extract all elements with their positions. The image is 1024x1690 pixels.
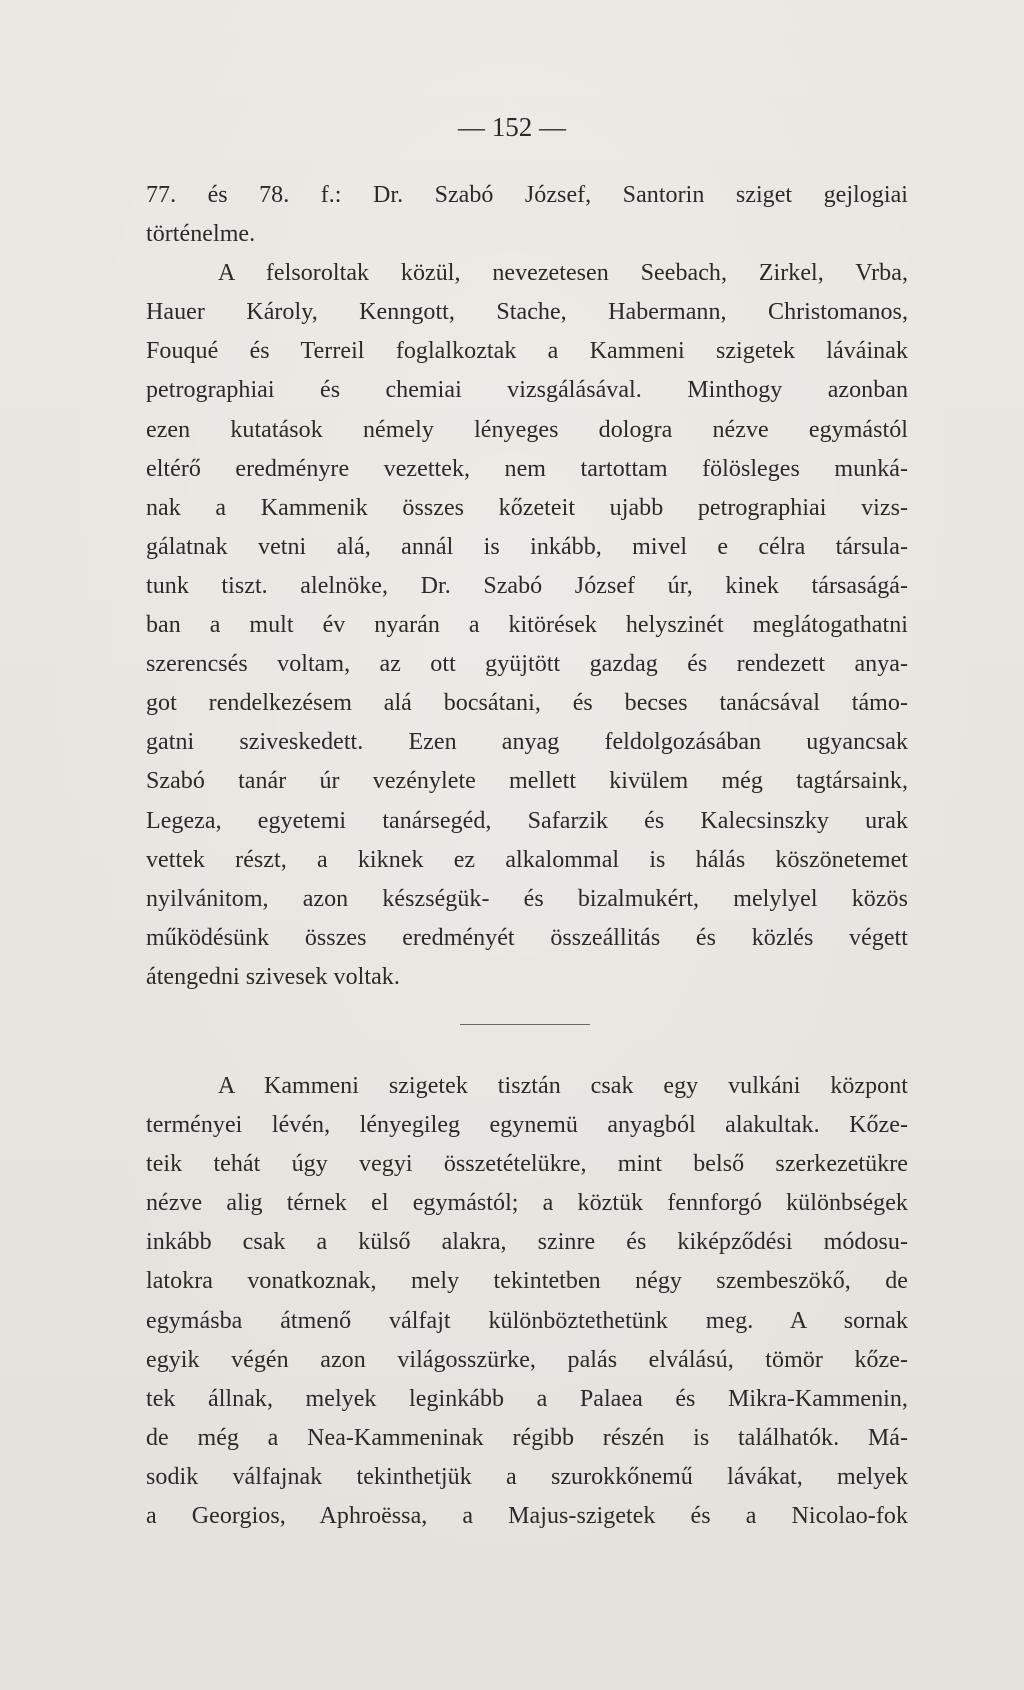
text-line: sodik válfajnak tekinthetjük a szurokkőnemű lávákat, melyek	[146, 1463, 908, 1490]
text-line: latokra vonatkoznak, mely tekintetben négy szembeszökő, de	[146, 1268, 908, 1295]
text-line: ban a mult év nyarán a kitörések helyszinét meglátogathatni	[146, 612, 908, 639]
text-line: 77. és 78. f.: Dr. Szabó József, Santorin sziget gejlogiai	[146, 182, 908, 208]
section-divider	[460, 1024, 590, 1025]
text-line: átengedni szivesek voltak.	[146, 963, 400, 990]
text-line: nyilvánitom, azon készségük- és bizalmukért, melylyel közös	[146, 885, 908, 912]
text-line: de még a Nea-Kammeninak régibb részén is találhatók. Má-	[146, 1424, 908, 1451]
text-line: Hauer Károly, Kenngott, Stache, Habermann, Christomanos,	[146, 299, 908, 326]
text-line: got rendelkezésem alá bocsátani, és becses tanácsával támo-	[146, 690, 908, 717]
text-line: inkább csak a külső alakra, szinre és kiképződési módosu-	[146, 1229, 908, 1256]
text-line: gatni sziveskedett. Ezen anyag feldolgozásában ugyancsak	[146, 729, 908, 756]
text-line: Legeza, egyetemi tanársegéd, Safarzik és Kalecsinszky urak	[146, 807, 908, 834]
text-line: petrographiai és chemiai vizsgálásával. Minthogy azonban	[146, 377, 908, 404]
text-line: egymásba átmenő válfajt különböztethetünk meg. A sornak	[146, 1307, 908, 1334]
text-line: A Kammeni szigetek tisztán csak egy vulkáni központ	[218, 1073, 908, 1099]
page-number: — 152 —	[458, 112, 566, 142]
text-line: eltérő eredményre vezettek, nem tartottam fölösleges munká-	[146, 455, 908, 482]
paragraph-block-2	[146, 1067, 908, 1536]
text-line: gálatnak vetni alá, annál is inkább, mivel e célra társula-	[146, 533, 908, 560]
text-line: ezen kutatások némely lényeges dologra nézve egymástól	[146, 416, 908, 443]
text-line: Fouqué és Terreil foglalkoztak a Kammeni szigetek láváinak	[146, 338, 908, 365]
text-line: nézve alig térnek el egymástól; a köztük fennforgó különbségek	[146, 1190, 908, 1217]
paragraph-block-1	[146, 176, 908, 997]
text-line: teik tehát úgy vegyi összetételükre, mint belső szerkezetükre	[146, 1151, 908, 1178]
text-line: Szabó tanár úr vezénylete mellett kivülem még tagtársaink,	[146, 768, 908, 795]
text-line: tunk tiszt. alelnöke, Dr. Szabó József úr, kinek társaságá-	[146, 572, 908, 599]
text-line: szerencsés voltam, az ott gyüjtött gazdag és rendezett anya-	[146, 651, 908, 678]
text-line: vettek részt, a kiknek ez alkalommal is hálás köszönetemet	[146, 846, 908, 873]
text-line: A felsoroltak közül, nevezetesen Seebach, Zirkel, Vrba,	[218, 260, 908, 287]
text-line: terményei lévén, lényegileg egynemü anyagból alakultak. Kőze-	[146, 1112, 908, 1139]
text-line: egyik végén azon világosszürke, palás elválású, tömör kőze-	[146, 1346, 908, 1373]
text-line: a Georgios, Aphroëssa, a Majus-szigetek és a Nicolao-fok	[146, 1503, 908, 1530]
text-line: működésünk összes eredményét összeállitás és közlés végett	[146, 924, 908, 951]
text-line: tek állnak, melyek leginkább a Palaea és Mikra-Kammenin,	[146, 1385, 908, 1412]
text-line: nak a Kammenik összes kőzeteit ujabb petrographiai vizs-	[146, 494, 908, 521]
text-line: történelme.	[146, 221, 256, 248]
